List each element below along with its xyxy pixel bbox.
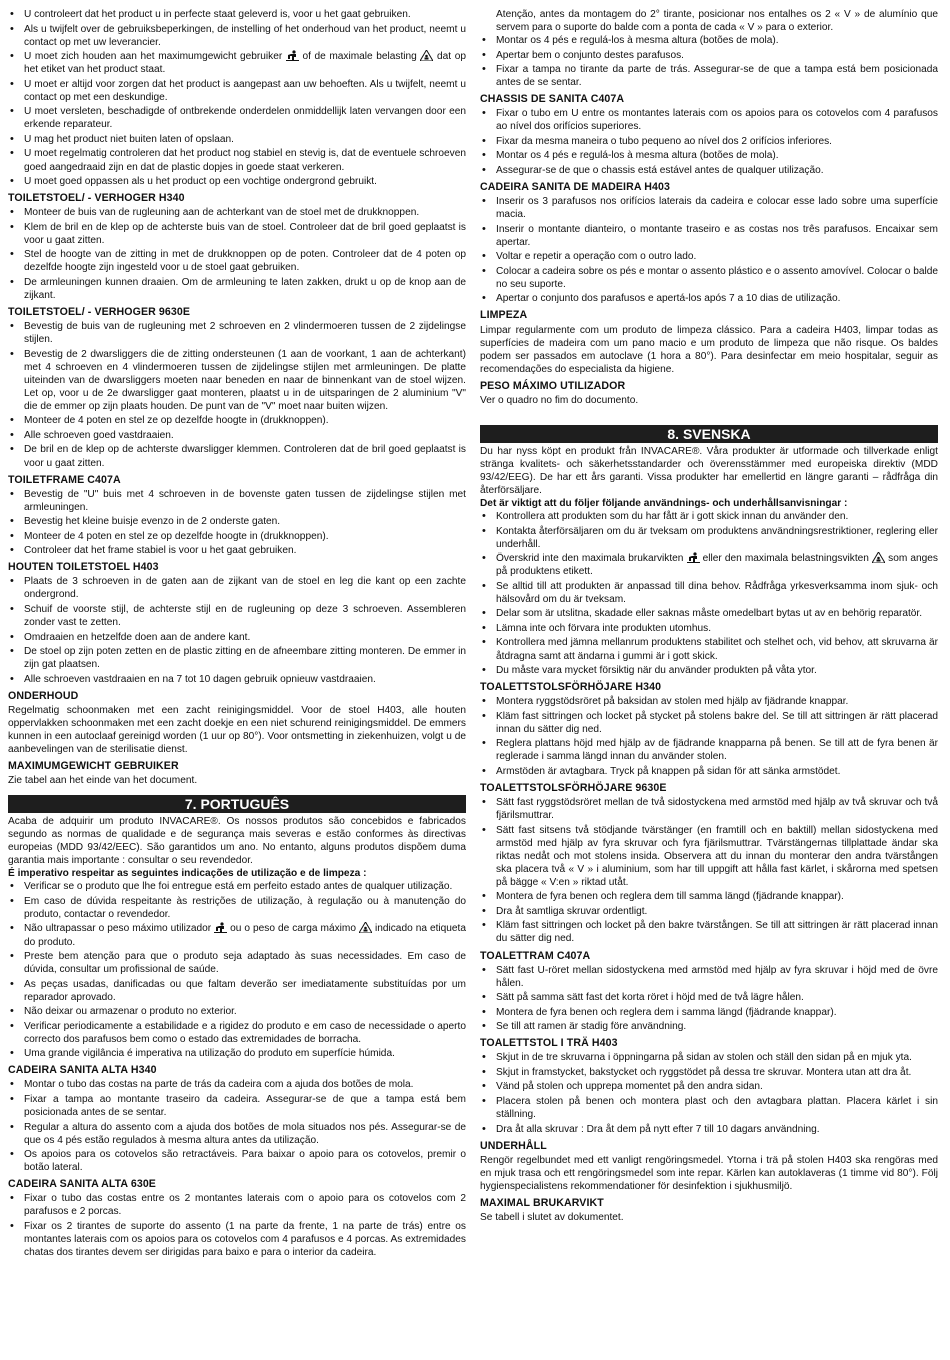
instruction-list (8, 320, 466, 470)
list-item: • Voltar e repetir a operação com o outro lado. (480, 250, 938, 263)
list-item: • Stel de hoogte van de zitting in met de drukknoppen op de poten. Controleer dat de 4 poten op dezelfde hoogte zijn ingesteld voor u de stoel gaat gebruiken. (8, 248, 466, 274)
language-banner-portuguese: 7. PORTUGUÊS (8, 795, 466, 813)
list-item: • Omdraaien en hetzelfde doen aan de andere kant. (8, 631, 466, 644)
section-heading: TOALETTSTOLSFÖRHÖJARE 9630E (480, 781, 667, 794)
instruction-list (8, 488, 466, 558)
list-item: • Montera de fyra benen och reglera dem till samma längd (fjädrande knappar). (480, 890, 938, 903)
list-item: • Bevestig de buis van de rugleuning met 2 schroeven en 2 vlindermoeren tussen de 2 zijdelingse stijlen. (8, 320, 466, 346)
list-item: • Monteer de 4 poten en stel ze op dezelfde hoogte in (drukknoppen). (8, 530, 466, 543)
list-item: • Monteer de buis van de rugleuning aan de achterkant van de stoel met de drukknoppen. (8, 206, 466, 219)
list-item: • Kontakta återförsäljaren om du är tveksam om produktens användningsrestriktioner, reglering eller underhåll. (480, 525, 938, 551)
instruction-list (8, 1192, 466, 1259)
section-heading: MAXIMUMGEWICHT GEBRUIKER (8, 759, 179, 772)
list-item: • Placera stolen på benen och montera plast och den avtagbara plattan. Placera kärlet i sin ställning. (480, 1095, 938, 1121)
list-item: • Preste bem atenção para que o produto seja adaptado às suas necessidades. Em caso de dúvida, consultar um profissional de saúde. (8, 950, 466, 976)
list-item: • Kläm fast sittringen och locket på stycket på stolens bakre del. Se till att sittringen är rätt placerad innan du sätter dig ned. (480, 710, 938, 736)
section-heading: HOUTEN TOILETSTOEL H403 (8, 561, 159, 574)
imperative-heading: Det är viktigt att du följer följande användnings- och underhållsanvisningar : (480, 498, 848, 509)
list-item: • Bevestig de "U" buis met 4 schroeven in de bovenste gaten tussen de zijdelingse stijlen met armleuningen. (8, 488, 466, 514)
section-heading: MAXIMAL BRUKARVIKT (480, 1196, 604, 1209)
section-heading: PESO MÁXIMO UTILIZADOR (480, 379, 626, 392)
list-item: • Inserir o montante dianteiro, o montante traseiro e as costas nos três parafusos. Encaixar sem apertar. (480, 223, 938, 249)
list-item: • Skjut in de tre skruvarna i öppningarna på sidan av stolen och ställ den sidan på en mjuk yta. (480, 1051, 938, 1064)
section-heading: CADEIRA SANITA DE MADEIRA H403 (480, 181, 670, 194)
section-heading: TOILETSTOEL/ - VERHOGER H340 (8, 192, 185, 205)
list-item: • De stoel op zijn poten zetten en de plastic zitting en de afneembare zitting monteren. De emmer in zijn gat plaatsen. (8, 645, 466, 671)
list-item: • Lämna inte och förvara inte produkten utomhus. (480, 622, 938, 635)
paragraph: Se tabell i slutet av dokumentet. (480, 1211, 624, 1223)
instruction-list (480, 796, 938, 946)
left-column (8, 8, 466, 1360)
section-heading: LIMPEZA (480, 309, 528, 322)
paragraph: Zie tabel aan het einde van het document. (8, 775, 198, 787)
list-item: • Fixar os 2 tirantes de suporte do assento (1 na parte da frente, 1 na parte de trás) entre os montantes laterais com os apoios para os cotovelos com 4 parafusos e 4 porcas. As extremidades chatas dos tirantes devem ser dirigidas para baixo e para o interior da cadeira. (8, 1220, 466, 1259)
section-heading: TOILETFRAME C407A (8, 473, 121, 486)
list-item: • Armstöden är avtagbara. Tryck på knappen på sidan för att sänka armstödet. (480, 765, 938, 778)
paragraph: Atenção, antes da montagem do 2° tirante, posicionar nos entalhes os 2 « V » de alumínio que servem para o suporte do balde com a ponta de cada « V » para o exterior. (496, 9, 938, 34)
user-weight-icon (214, 922, 227, 933)
section-heading: CHASSIS DE SANITA C407A (480, 93, 625, 106)
nl-intro-list (8, 8, 466, 188)
list-item: • U controleert dat het product u in perfecte staat geleverd is, voor u het gaat gebruiken. (8, 8, 466, 21)
list-item: • Montar os 4 pés e regulá-los à mesma altura (botões de mola). (480, 149, 938, 162)
instruction-list (480, 964, 938, 1034)
list-item: • Verificar se o produto que lhe foi entregue está em perfeito estado antes de qualquer utilização. (8, 880, 466, 893)
section-heading: TOALETTRAM C407A (480, 949, 591, 962)
instruction-list (480, 107, 938, 177)
list-item: • Inserir os 3 parafusos nos orifícios laterais da cadeira e colocar esse lado sobre uma superfície macia. (480, 195, 938, 221)
list-item: • Apertar o conjunto dos parafusos e apertá-los após 7 a 10 dias de utilização. (480, 292, 938, 305)
list-item: • Sätt fast U-röret mellan sidostyckena med armstöd med hjälp av fyra skruvar i höjd med de övre hålen. (480, 964, 938, 990)
list-item: • Alle schroeven vastdraaien en na 7 tot 10 dagen gebruik opnieuw vastdraaien. (8, 673, 466, 686)
list-item: • Regular a altura do assento com a ajuda dos botões de mola situados nos pés. Assegurar-se de que os 4 pés estão regulados à mesma altura antes da utilização. (8, 1121, 466, 1147)
user-weight-icon (687, 552, 700, 563)
pt-intro-list (8, 880, 466, 1060)
list-item: • Vänd på stolen och upprepa momentet på den andra sidan. (480, 1080, 938, 1093)
list-item: • Monteer de 4 poten en stel ze op dezelfde hoogte in (drukknoppen). (8, 414, 466, 427)
list-item: • Fixar o tubo em U entre os montantes laterais com os apoios para os cotovelos com 4 parafusos ao nível dos orifícios superiores. (480, 107, 938, 133)
list-item: • U moet regelmatig controleren dat het product nog stabiel en stevig is, dat de eventuele schroeven goed aangedraaid zijn en dat de plastic dopjes in goede staat verkeren. (8, 147, 466, 173)
list-item: • Schuif de voorste stijl, de achterste stijl en de rugleuning op deze 3 schroeven. Assembleren zonder vast te zetten. (8, 603, 466, 629)
list-item: • Alle schroeven goed vastdraaien. (8, 429, 466, 442)
list-item: • As peças usadas, danificadas ou que faltam deverão ser imediatamente substituídas por um reparador aprovado. (8, 978, 466, 1004)
list-item: • Apertar bem o conjunto destes parafusos. (480, 49, 938, 62)
instruction-list (480, 34, 938, 89)
list-item: • Colocar a cadeira sobre os pés e montar o assento plástico e o assento amovível. Colocar o balde no seu suporte. (480, 265, 938, 291)
list-item: • Fixar o tubo das costas entre os 2 montantes laterais com o apoio para os cotovelos com 2 parafusos e 2 porcas. (8, 1192, 466, 1218)
list-item: • Sätt fast sitsens två stödjande tvärstänger (en framtill och en baktill) mellan sidostyckena med armstöd med hjälp av fyra skruvar och fyra fjärilsmuttrar. Tvärstängernas tillplattade ändar ska riktas nedåt och mot stolens insida. Observera att du innan du monterar den andra tvärstången ska placera två « V » i aluminium, som har till uppgift att hålla fast kärlet, i skårorna med spetsen på bägge « V:en » riktad utåt. (480, 824, 938, 889)
list-item: • Fixar a tampa ao montante traseiro da cadeira. Assegurar-se de que a tampa está bem posicionada antes de se sentar. (8, 1093, 466, 1119)
section-heading: TOALETTSTOLSFÖRHÖJARE H340 (480, 681, 662, 694)
list-item: • U moet zich houden aan het maximumgewicht gebruiker of de maximale belasting dat op het etiket van het product staat. (8, 50, 466, 76)
list-item: • Kontrollera att produkten som du har fått är i gott skick innan du använder den. (480, 510, 938, 523)
instruction-list (480, 1051, 938, 1135)
list-item: • U mag het product niet buiten laten of opslaan. (8, 133, 466, 146)
instruction-list (480, 195, 938, 305)
list-item: • Em caso de dúvida respeitante às restrições de utilização, à regulação ou à manutenção do produto, contactar o revendedor. (8, 895, 466, 921)
max-load-icon (359, 922, 372, 933)
instruction-list (8, 575, 466, 685)
list-item: • Du måste vara mycket försiktig när du använder produkten på våta ytor. (480, 664, 938, 677)
list-item: • Não deixar ou armazenar o produto no exterior. (8, 1005, 466, 1018)
paragraph: Ver o quadro no fim do documento. (480, 394, 639, 406)
list-item: • Kontrollera med jämna mellanrum produktens stabilitet och stelhet och, vid behov, att skruvarna är åtdragna samt att ändarna i gummi är i gott skick. (480, 636, 938, 662)
section-heading: UNDERHÅLL (480, 1139, 547, 1152)
list-item: • Verificar periodicamente a estabilidade e a rigidez do produto e em caso de necessidade o aperto correcto dos parafusos bem como o estado das extremidades de borracha. (8, 1020, 466, 1046)
section-heading: ONDERHOUD (8, 689, 79, 702)
paragraph: Rengör regelbundet med ett vanligt rengöringsmedel. Ytorna i trä på stolen H403 ska rengöras med en mjuk trasa och ett rengöringsmedel som inte repar. Kärlen kan autoklaveras (1 timme vid 80°). Följ hygienspecialistens rekommendationer för desinfektion i sjukhusmiljö. (480, 1154, 938, 1192)
list-item: • Os apoios para os cotovelos são retractáveis. Para baixar o apoio para os cotovelos, premir o botão lateral. (8, 1148, 466, 1174)
section-heading: CADEIRA SANITA ALTA H340 (8, 1064, 157, 1077)
list-item: • Controleer dat het frame stabiel is voor u het gaat gebruiken. (8, 544, 466, 557)
instruction-list (480, 695, 938, 778)
section-heading: TOALETTSTOL I TRÄ H403 (480, 1037, 618, 1050)
language-banner-swedish: 8. SVENSKA (480, 425, 938, 443)
list-item: • Skjut in framstycket, bakstycket och ryggstödet på dessa tre skruvar. Montera utan att dra åt. (480, 1066, 938, 1079)
list-item: • Assegurar-se de que o chassis está estável antes de qualquer utilização. (480, 164, 938, 177)
list-item: • Klem de bril en de klep op de achterste buis van de stoel. Controleer dat de bril goed geplaatst is voor u gaat zitten. (8, 221, 466, 247)
max-load-icon (872, 552, 885, 563)
imperative-heading: É imperativo respeitar as seguintes indicações de utilização e de limpeza : (8, 868, 367, 880)
list-item: • Plaats de 3 schroeven in de gaten aan de zijkant van de stoel en leg die kant op een zachte ondergrond. (8, 575, 466, 601)
list-item: • Dra åt alla skruvar : Dra åt dem på nytt efter 7 till 10 dagars användning. (480, 1123, 938, 1136)
list-item: • Reglera plattans höjd med hjälp av de fjädrande knapparna på benen. Se till att de fyra benen är reglerade i samma längd innan du använder stolen. (480, 737, 938, 763)
paragraph: Limpar regularmente com um produto de limpeza clássico. Para a cadeira H403, limpar todas as superfícies de madeira com um pano macio e um produto de limpeza que não risque. Os baldes podem ser passados em autoclave (1 hora a 80°). Para desinfectar em meio hospitalar, seguir as recomendações do especialista da higiene. (480, 324, 938, 375)
paragraph: Regelmatig schoonmaken met een zacht reinigingsmiddel. Voor de stoel H403, alle houten oppervlakken schoonmaken met een zacht doekje en een niet schurend reinigingsmiddel. De emmers kunnen in een autoclaaf gereinigd worden (1 uur op 80°). Voor ontsmetting in ziekenhuizen, volgt u de aanbevelingen van de sterilisatie dienst. (8, 704, 466, 755)
list-item: • Delar som är utslitna, skadade eller saknas måste omedelbart bytas ut av en behörig reparatör. (480, 607, 938, 620)
section-heading: TOILETSTOEL/ - VERHOGER 9630E (8, 305, 191, 318)
list-item: • U moet er altijd voor zorgen dat het product is aangepast aan uw behoeften. Als u twijfelt, neemt u contact op met een deskundige. (8, 78, 466, 104)
list-item: • Als u twijfelt over de gebruiksbeperkingen, de instelling of het onderhoud van het product, neemt u contact op met uw leverancier. (8, 23, 466, 49)
list-item: • Sätt fast ryggstödsröret mellan de två sidostyckena med armstöd med hjälp av två skruvar och två fjärilsmuttrar. (480, 796, 938, 822)
user-weight-icon (286, 50, 299, 61)
list-item: • Se alltid till att produkten är anpassad till dina behov. Rådfråga yrkesverksamma inom sjuk- och hälsovård om du är tveksam. (480, 580, 938, 606)
max-load-icon (420, 50, 433, 61)
list-item: • Sätt på samma sätt fast det korta röret i höjd med de två lägre hålen. (480, 991, 938, 1004)
list-item: • Bevestig de 2 dwarsliggers die de zitting ondersteunen (1 aan de voorkant, 1 aan de achterkant) met 4 schroeven en 4 vlindermoeren tussen de zijdelingse stijlen met armleuningen. De platte uiteinden van de dwarsliggers moeten naar beneden en naar de binnenkant van de stoel wijzen. Let op, voor u de 2e dwarsligger gaat monteren, plaatst u in de uitsparingen de 2 aluminium "V" die de emmer op zijn plaats houden. De punt van de "V" moet naar buiten wijzen. (8, 348, 466, 413)
paragraph: Du har nyss köpt en produkt från INVACARE®. Våra produkter är utformade och tillverkade enligt stränga kvalitets- och säkerhetsstandarder och överensstämmer med europeiska direktiv (MDD 93/42/EEG). De har ett års garanti. Vissa produkter har emellertid en längre garanti – rådfråga din återförsäljare. (480, 445, 938, 496)
list-item: • Fixar a tampa no tirante da parte de trás. Assegurar-se de que a tampa está bem posicionada antes de se sentar. (480, 63, 938, 89)
list-item: • Dra åt samtliga skruvar ordentligt. (480, 905, 938, 918)
list-item: • Bevestig het kleine buisje evenzo in de 2 onderste gaten. (8, 515, 466, 528)
list-item: • Uma grande vigilância é imperativa na utilização do produto em superfície húmida. (8, 1047, 466, 1060)
list-item: • Se till att ramen är stadig före användning. (480, 1020, 938, 1033)
instruction-list (8, 206, 466, 302)
sv-intro-list (480, 510, 938, 677)
list-item: • Montera ryggstödsröret på baksidan av stolen med hjälp av fjädrande knappar. (480, 695, 938, 708)
list-item: • De armleuningen kunnen draaien. Om de armleuning te laten zakken, drukt u op de knop aan de zijkant. (8, 276, 466, 302)
list-item: • Montar os 4 pés e regulá-los à mesma altura (botões de mola). (480, 34, 938, 47)
list-item: • Não ultrapassar o peso máximo utilizador ou o peso de carga máximo indicado na etiqueta do produto. (8, 922, 466, 948)
list-item: • De bril en de klep op de achterste dwarsligger klemmen. Controleren dat de bril goed geplaatst is voor u gaat zitten. (8, 443, 466, 469)
right-column (480, 8, 938, 1360)
list-item: • Fixar da mesma maneira o tubo pequeno ao nível dos 2 orifícios inferiores. (480, 135, 938, 148)
list-item: • Montera de fyra benen och reglera dem i samma längd (fjädrande knappar). (480, 1006, 938, 1019)
list-item: • Överskrid inte den maximala brukarvikten eller den maximala belastningsvikten som anges på produktens etikett. (480, 552, 938, 578)
list-item: • Montar o tubo das costas na parte de trás da cadeira com a ajuda dos botões de mola. (8, 1078, 466, 1091)
list-item: • U moet versleten, beschadigde of ontbrekende onderdelen onmiddellijk laten vervangen door een erkende reparateur. (8, 105, 466, 131)
instruction-list (8, 1078, 466, 1174)
paragraph: Acaba de adquirir um produto INVACARE®. Os nossos produtos são concebidos e fabricados segundo as normas de qualidade e de segurança mais severas e estão conformes às directivas europeias (MDD 93/42/EEC). São garantidos um ano. No entanto, alguns produtos dispõem duma garantia mais importante : consultar o seu revendedor. (8, 816, 466, 867)
list-item: • Kläm fast sittringen och locket på den bakre tvärstången. Se till att sittringen är rätt placerad innan du sätter dig ned. (480, 919, 938, 945)
list-item: • U moet goed oppassen als u het product op een vochtige ondergrond gebruikt. (8, 175, 466, 188)
section-heading: CADEIRA SANITA ALTA 630E (8, 1178, 156, 1191)
